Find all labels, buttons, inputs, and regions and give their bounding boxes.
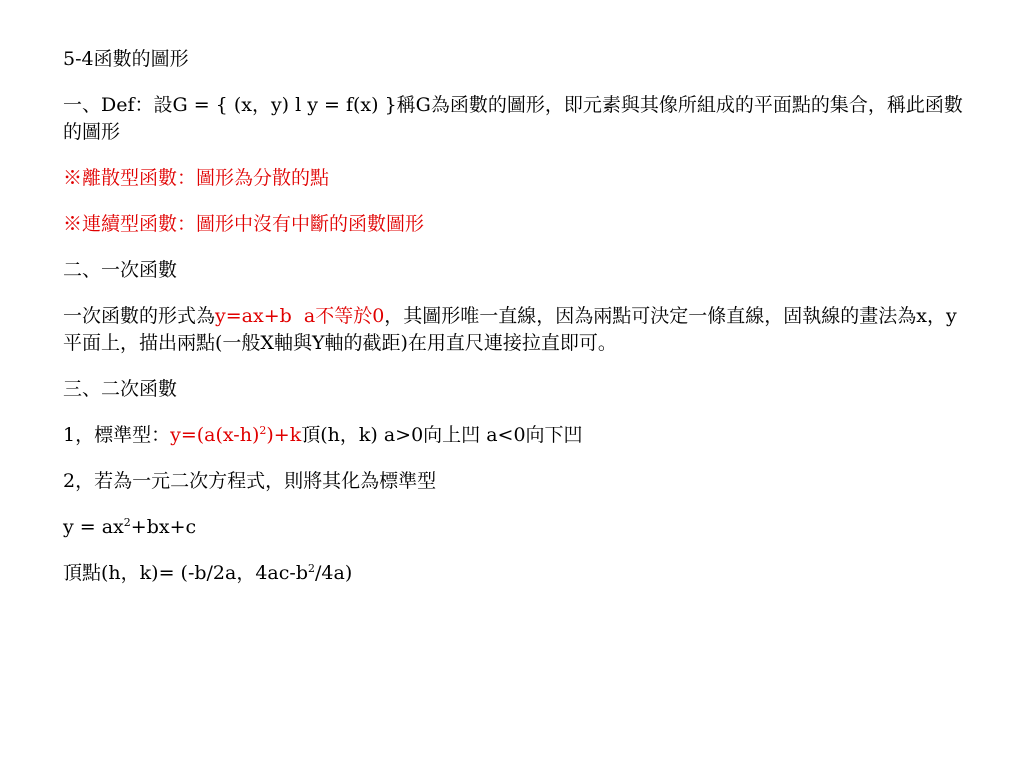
linear-intro-text: 一次函數的形式為 xyxy=(63,305,216,327)
slide-content xyxy=(63,46,963,606)
general-form-part-a: y = ax xyxy=(63,516,124,538)
standard-formula-part-b: )+k xyxy=(266,424,302,446)
general-form-part-b: +bx+c xyxy=(130,516,197,538)
standard-form-formula xyxy=(170,424,301,446)
standard-formula-part-a: y=(a(x-h) xyxy=(170,424,260,446)
vertex-formula-part-b: /4a) xyxy=(315,562,353,584)
discrete-function-note: ※離散型函數：圖形為分散的點 xyxy=(63,167,330,189)
linear-formula: y=ax+b a不等於0 xyxy=(215,305,385,327)
linear-function-paragraph xyxy=(63,303,963,357)
linear-function-heading: 二、一次函數 xyxy=(63,259,178,281)
standard-form-vertex-text: 頂(h，k) a>0向上凹 a<0向下凹 xyxy=(301,424,583,446)
linear-description-text: ，其圖形唯一直線，因為兩點可決定一條直線，固執線的畫法為x，y平面上，描出兩點(一般X軸與Y軸的截距)在用直尺連接拉直即可。 xyxy=(63,305,957,354)
vertex-formula-part-a: 頂點(h，k)= (-b/2a，4ac-b xyxy=(63,562,308,584)
definition-paragraph: 一、Def：設G = { (x，y) l y = f(x) }稱G為函數的圖形，即元素與其像所組成的平面點的集合，稱此函數的圖形 xyxy=(63,94,963,143)
continuous-function-note: ※連續型函數：圖形中沒有中斷的函數圖形 xyxy=(63,213,425,235)
standard-form-line xyxy=(63,422,963,449)
vertex-formula-line xyxy=(63,560,963,587)
slide-title: 5-4函數的圖形 xyxy=(63,48,189,70)
standard-form-label: 1，標準型： xyxy=(63,424,171,446)
quadratic-function-heading: 三、二次函數 xyxy=(63,378,178,400)
vertex-formula-exponent: 2 xyxy=(308,562,315,575)
general-form-exponent: 2 xyxy=(123,516,131,529)
convert-to-standard-line: 2，若為一元二次方程式，則將其化為標準型 xyxy=(63,470,437,492)
general-form-line xyxy=(63,514,963,541)
standard-formula-exponent: 2 xyxy=(259,424,267,437)
